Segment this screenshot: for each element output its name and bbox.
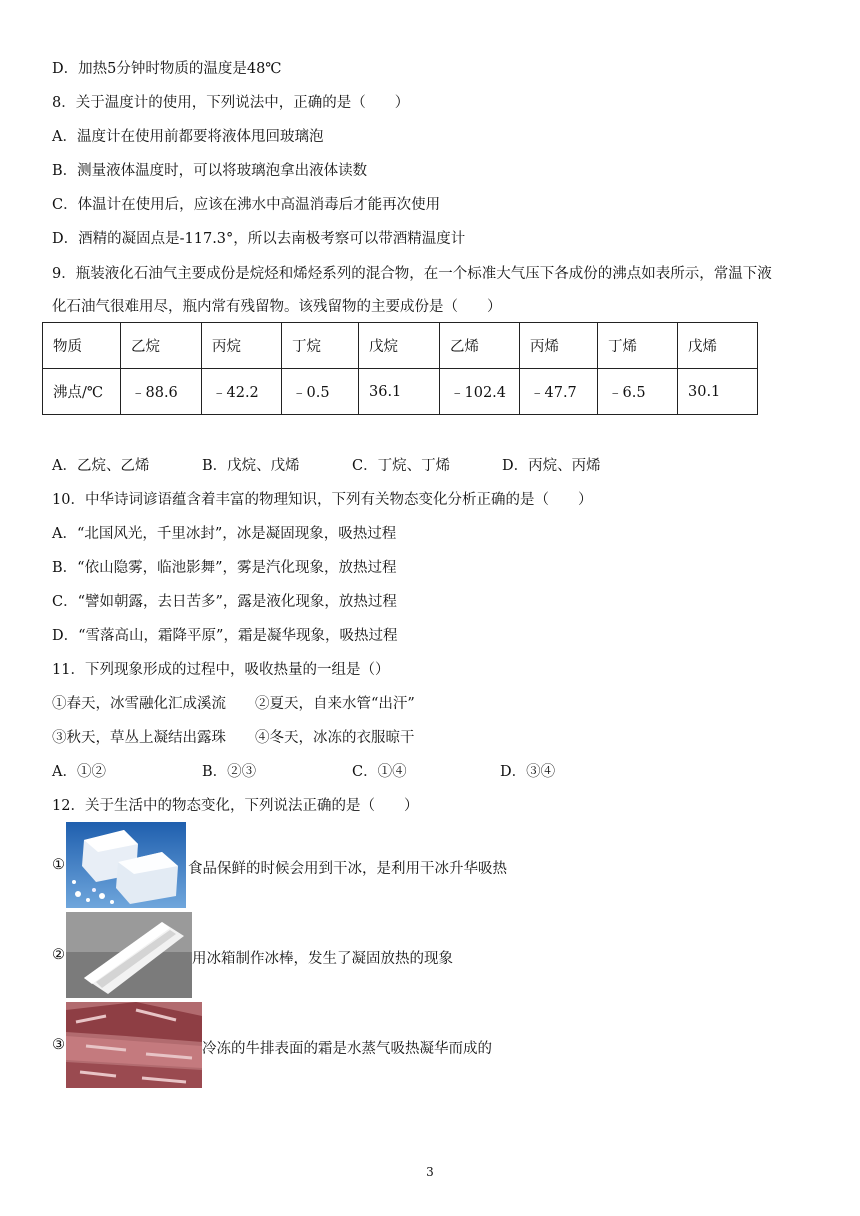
- frozen-steak-photo: [66, 1002, 202, 1088]
- question-9-line2: 化石油气很难用尽，瓶内常有残留物。该残留物的主要成份是（ ）: [52, 299, 502, 315]
- table-cell: 丁烯: [598, 323, 678, 369]
- q9-option-a: A．乙烷、乙烯: [52, 458, 150, 474]
- item-text: 食品保鲜的时候会用到干冰，是利用干冰升华吸热: [188, 861, 507, 877]
- table-cell: ﹣0.5: [282, 369, 359, 415]
- table-header-row: [43, 323, 758, 369]
- table-cell: 乙烷: [121, 323, 202, 369]
- q10-option-a: A．“北国风光，千里冰封”，冰是凝固现象，吸热过程: [52, 526, 397, 542]
- q11-phenomena-row2: ③秋天，草丛上凝结出露珠 ④冬天，冰冻的衣服晾干: [52, 730, 415, 746]
- table-cell: 戊烯: [678, 323, 758, 369]
- q11-option-d: D．③④: [500, 764, 556, 780]
- table-cell: 戊烷: [359, 323, 440, 369]
- q8-option-d: D．酒精的凝固点是-117.3°，所以去南极考察可以带酒精温度计: [52, 231, 466, 247]
- table-cell: 物质: [43, 323, 121, 369]
- table-cell: 30.1: [678, 369, 758, 415]
- item-text: 用冰箱制作冰棒，发生了凝固放热的现象: [192, 951, 453, 967]
- q9-option-c: C．丁烷、丁烯: [352, 458, 451, 474]
- item-number: ①: [52, 857, 65, 873]
- q10-option-b: B．“依山隐雾，临池影舞”，雾是汽化现象，放热过程: [52, 560, 397, 576]
- popsicle-photo: [66, 912, 192, 998]
- table-cell: ﹣102.4: [440, 369, 520, 415]
- question-10: 10．中华诗词谚语蕴含着丰富的物理知识，下列有关物态变化分析正确的是（ ）: [52, 492, 593, 508]
- table-cell: 沸点/℃: [43, 369, 121, 415]
- q11-option-a: A．①②: [52, 764, 106, 780]
- q8-option-b: B．测量液体温度时，可以将玻璃泡拿出液体读数: [52, 163, 368, 179]
- table-cell: ﹣6.5: [598, 369, 678, 415]
- dry-ice-photo: [66, 822, 186, 908]
- table-cell: ﹣42.2: [202, 369, 282, 415]
- page-number: 3: [426, 1165, 434, 1179]
- item-number: ③: [52, 1037, 65, 1053]
- table-cell: 36.1: [359, 369, 440, 415]
- table-cell: 乙烯: [440, 323, 520, 369]
- q9-option-b: B．戊烷、戊烯: [202, 458, 300, 474]
- q10-option-c: C．“譬如朝露，去日苦多”，露是液化现象，放热过程: [52, 594, 397, 610]
- q9-option-d: D．丙烷、丙烯: [502, 458, 601, 474]
- q11-option-c: C．①④: [352, 764, 407, 780]
- item-number: ②: [52, 947, 65, 963]
- q11-option-b: B．②③: [202, 764, 257, 780]
- q11-phenomena-row1: ①春天，冰雪融化汇成溪流 ②夏天，自来水管“出汗”: [52, 696, 415, 712]
- q8-option-c: C．体温计在使用后，应该在沸水中高温消毒后才能再次使用: [52, 197, 441, 213]
- table-cell: 丁烷: [282, 323, 359, 369]
- question-9-line1: 9．瓶装液化石油气主要成份是烷烃和烯烃系列的混合物，在一个标准大气压下各成份的沸点如表所示，常温下液: [52, 266, 772, 282]
- table-row: [43, 369, 758, 415]
- question-8: 8．关于温度计的使用，下列说法中，正确的是（ ）: [52, 95, 410, 111]
- boiling-point-table: [42, 322, 758, 415]
- line-q7-d: D．加热5分钟时物质的温度是48℃: [52, 61, 282, 77]
- table-cell: 丙烯: [520, 323, 598, 369]
- q10-option-d: D．“雪落高山，霜降平原”，霜是凝华现象，吸热过程: [52, 628, 398, 644]
- q8-option-a: A．温度计在使用前都要将液体甩回玻璃泡: [52, 129, 324, 145]
- table-cell: ﹣88.6: [121, 369, 202, 415]
- table-cell: ﹣47.7: [520, 369, 598, 415]
- question-11: 11．下列现象形成的过程中，吸收热量的一组是（）: [52, 662, 390, 678]
- question-12: 12．关于生活中的物态变化，下列说法正确的是（ ）: [52, 798, 419, 814]
- table-cell: 丙烷: [202, 323, 282, 369]
- item-text: 冷冻的牛排表面的霜是水蒸气吸热凝华而成的: [202, 1041, 492, 1057]
